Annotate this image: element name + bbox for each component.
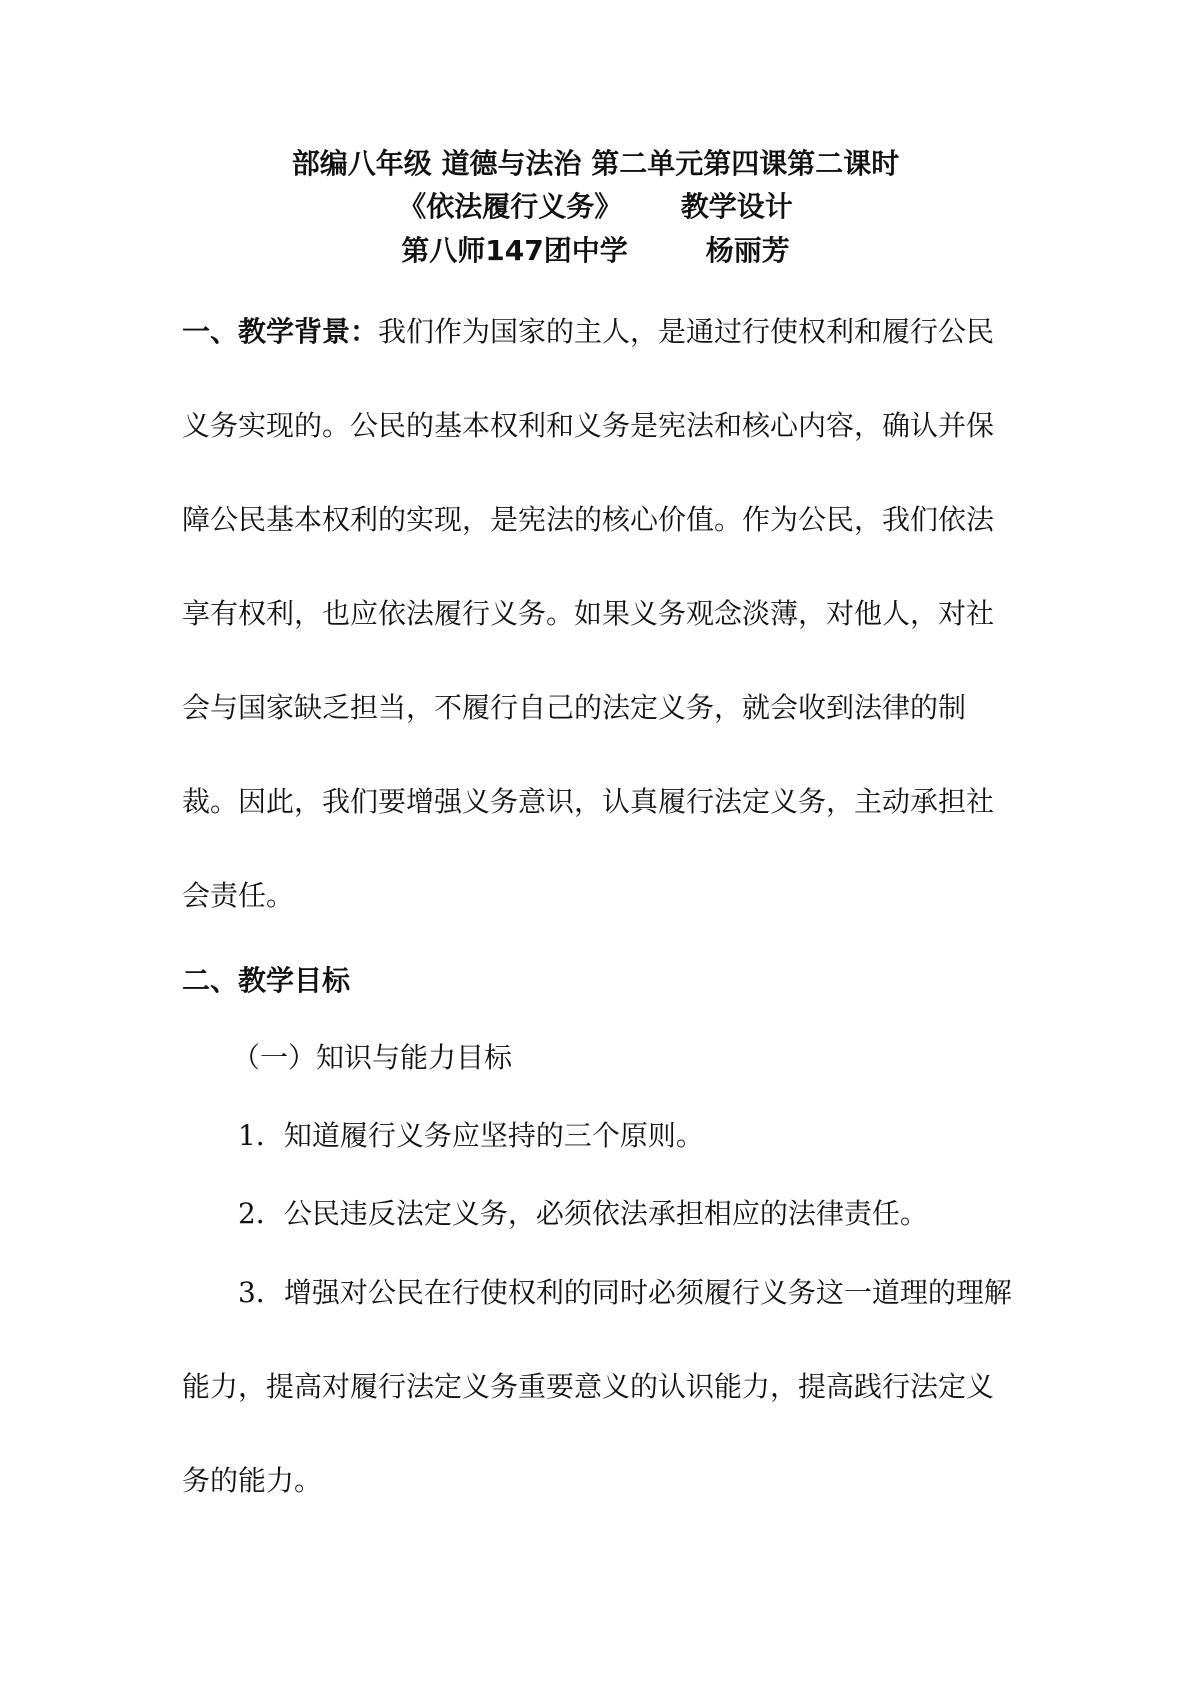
objective-item-3: 3．增强对公民在行使权利的同时必须履行义务这一道理的理解 bbox=[238, 1276, 1012, 1309]
section1-first-line bbox=[182, 314, 1017, 350]
section1-paragraph-line: 会责任。 bbox=[182, 879, 295, 912]
objective-item-3-continuation: 能力，提高对履行法定义务重要意义的认识能力，提高践行法定义 bbox=[182, 1370, 995, 1403]
section2-subheading: （一）知识与能力目标 bbox=[232, 1041, 513, 1074]
document-title-line-2: 《依法履行义务》 教学设计 bbox=[398, 190, 793, 223]
section2-heading: 二、教学目标 bbox=[182, 964, 351, 997]
section1-paragraph-line: 我们作为国家的主人，是通过行使权利和履行公民 bbox=[378, 315, 995, 348]
section1-paragraph-line: 会与国家缺乏担当，不履行自己的法定义务，就会收到法律的制 bbox=[182, 691, 967, 724]
objective-item-3-continuation: 务的能力。 bbox=[182, 1464, 323, 1497]
document-title-line-1: 部编八年级 道德与法治 第二单元第四课第二课时 bbox=[291, 147, 900, 180]
section1-heading: 一、教学背景： bbox=[182, 315, 379, 348]
section1-paragraph-line: 义务实现的。公民的基本权利和义务是宪法和核心内容，确认并保 bbox=[182, 409, 995, 442]
section1-paragraph-line: 享有权利，也应依法履行义务。如果义务观念淡薄，对他人，对社 bbox=[182, 597, 995, 630]
objective-item-1: 1．知道履行义务应坚持的三个原则。 bbox=[238, 1119, 704, 1152]
section1-paragraph-line: 裁。因此，我们要增强义务意识，认真履行法定义务，主动承担社 bbox=[182, 785, 995, 818]
document-author-line: 第八师147团中学 杨丽芳 bbox=[401, 234, 790, 267]
objective-item-2: 2．公民违反法定义务，必须依法承担相应的法律责任。 bbox=[238, 1197, 928, 1230]
section1-paragraph-line: 障公民基本权利的实现，是宪法的核心价值。作为公民，我们依法 bbox=[182, 503, 995, 536]
